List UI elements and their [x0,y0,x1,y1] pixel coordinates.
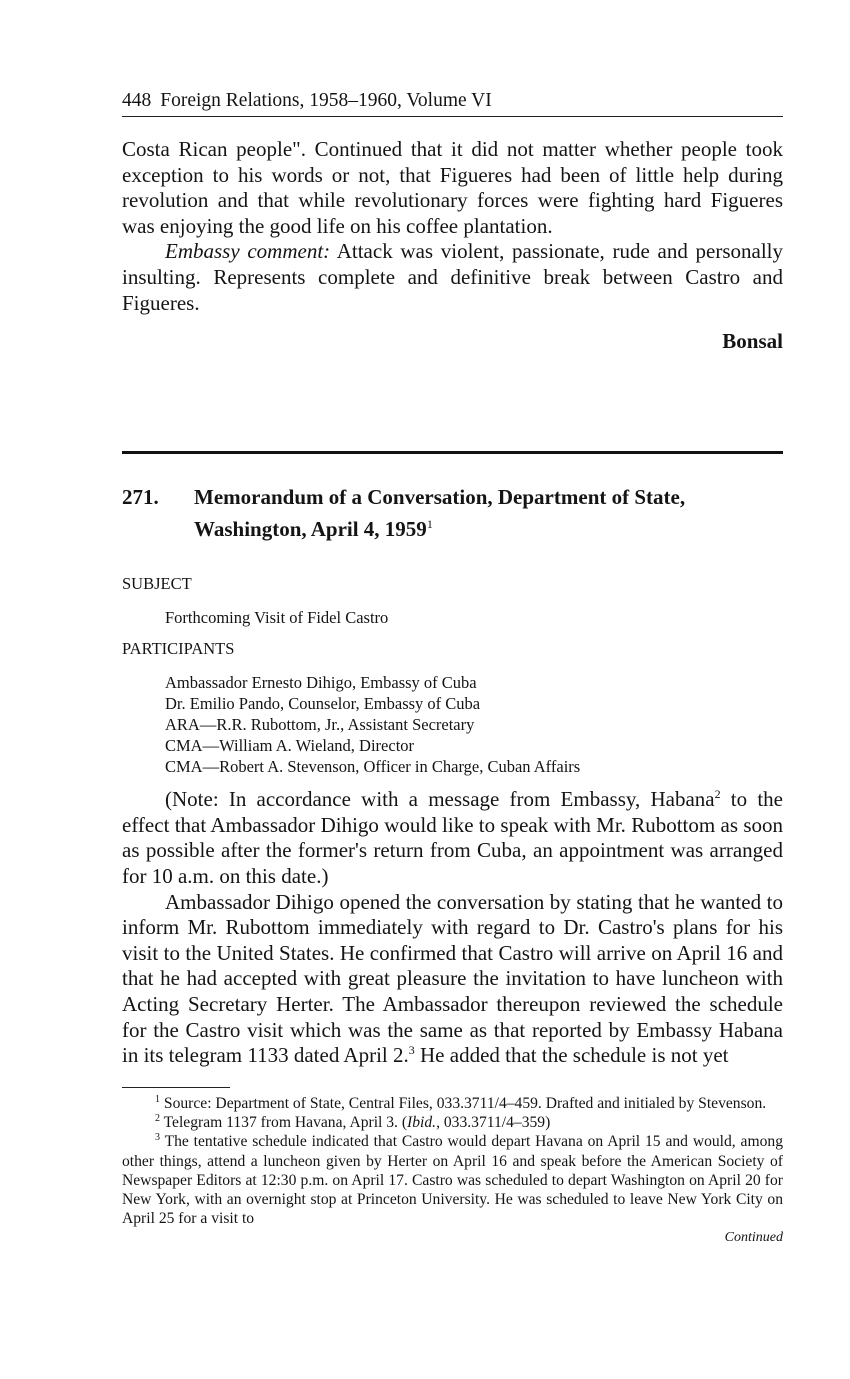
document-page [122,86,783,1247]
footnote-ref-3[interactable]: 3 [408,1043,415,1058]
running-header [122,86,783,117]
participant-item: Ambassador Ernesto Dihigo, Embassy of Cuba [165,673,477,693]
participant-item: CMA—Robert A. Stevenson, Officer in Charge, Cuban Affairs [165,757,581,777]
footnote-3 [122,1132,783,1228]
participants-label: PARTICIPANTS [122,639,235,659]
footnote-2-marker: 2 [155,1112,160,1124]
page-number: 448 [122,90,152,111]
continued-paragraph: Costa Rican people". Continued that it did not matter whether people took exception to his words or not, that Figueres had been of little help during revolution and that while revolutionary forces were fighting hard Figueres was enjoying the good life on his coffee plantation. [122,137,783,238]
footnote-2-text-a: Telegram 1137 from Havana, April 3. ( [160,1113,408,1131]
note-text-a: (Note: In accordance with a message from Embassy, Habana [165,787,715,812]
footnote-1-marker: 1 [155,1093,160,1105]
footnote-3-text: The tentative schedule indicated that Castro would depart Havana on April 15 and would, among other things, attend a luncheon given by Herter on April 16 and speak before the American Society of Newspaper Editors at 12:30 p.m. on April 17. Castro was scheduled to depart Washington on April 20 for New York, with an overnight stop at Princeton University. He was scheduled to leave New York City on April 25 for a visit to [122,1133,783,1228]
main-paragraph [122,890,783,1069]
series-title: Foreign Relations, 1958–1960, Volume VI [160,90,492,111]
embassy-comment-text: Attack was violent, passionate, rude and personally insulting. Represents complete and definitive break between Castro and Figueres. [122,239,783,315]
participants-list [122,672,783,777]
continued-marker: Continued [724,1229,783,1245]
footnote-1 [122,1094,783,1113]
participant-item: Dr. Emilio Pando, Counselor, Embassy of Cuba [165,694,481,714]
embassy-comment-paragraph [122,239,783,316]
main-text-a: Ambassador Dihigo opened the conversation by stating that he wanted to inform Mr. Rubottom immediately with regard to Dr. Castro's plans for his visit to the United States. He confirmed that Castro will arrive on April 16 and that he had accepted with great pleasure the invitation to have luncheon with Acting Secretary Herter. The Ambassador thereupon reviewed the schedule for the Castro visit which was the same as that reported by Embassy Habana in its telegram 1133 dated April 2. [122,889,783,1068]
document-title-wrapper [194,484,783,543]
footnote-2-text-b: , 033.3711/4–359) [436,1113,551,1131]
embassy-comment-label: Embassy comment: [165,239,331,264]
note-text-b: to the effect that Ambassador Dihigo would like to speak with Mr. Rubottom as soon as possible after the former's return from Cuba, an appointment was arranged for 10 a.m. on this date.) [122,787,783,888]
footnote-2 [122,1113,783,1132]
footnote-rule [122,1087,230,1088]
document-separator [122,451,783,454]
footnotes [122,1094,783,1247]
subject-label: SUBJECT [122,574,192,594]
footnote-ref-1[interactable]: 1 [426,517,433,532]
footnote-1-text: Source: Department of State, Central Files, 033.3711/4–459. Drafted and initialed by Stevenson. [160,1094,767,1112]
subject-text: Forthcoming Visit of Fidel Castro [165,608,389,628]
note-paragraph [122,787,783,889]
document-heading [122,484,783,543]
document-title: Memorandum of a Conversation, Department of State, Washington, April 4, 1959 [194,485,686,542]
footnote-2-ibid: Ibid. [407,1113,437,1131]
footnote-3-marker: 3 [155,1132,160,1144]
participant-item: ARA—R.R. Rubottom, Jr., Assistant Secretary [165,715,475,735]
participant-item: CMA—William A. Wieland, Director [165,736,415,756]
main-text-b: He added that the schedule is not yet [414,1043,729,1068]
document-number: 271. [122,485,159,510]
signature: Bonsal [722,329,783,354]
footnote-ref-2[interactable]: 2 [714,787,721,802]
